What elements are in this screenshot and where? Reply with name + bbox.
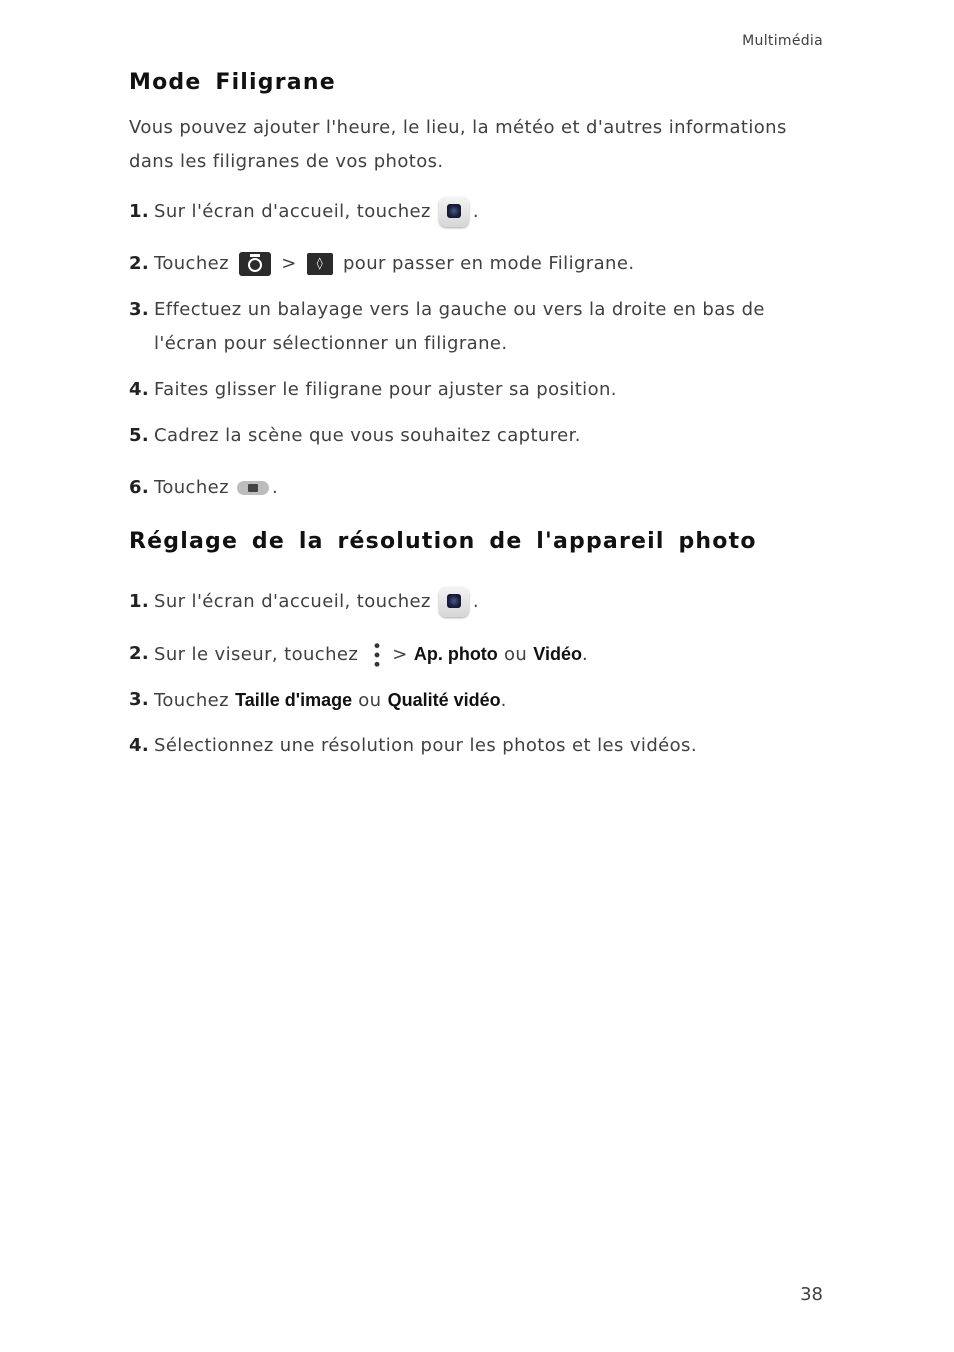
step-number: 1. — [129, 591, 150, 612]
step-number: 6. — [129, 477, 150, 498]
step-5 — [129, 419, 829, 453]
step-text: ou — [503, 644, 528, 665]
step-text: Sur le viseur, touchez — [154, 644, 359, 665]
more-options-icon — [374, 641, 380, 669]
step-number: 5. — [129, 425, 150, 446]
step-1 — [129, 195, 829, 229]
step-4 — [129, 729, 829, 763]
step-number: 4. — [129, 735, 150, 756]
step-text: ou — [358, 690, 382, 711]
step-punct: . — [500, 690, 507, 711]
camera-app-icon — [439, 197, 469, 227]
step-1 — [129, 585, 829, 619]
running-header: Multimédia — [742, 33, 823, 49]
bold-term: Qualité vidéo — [387, 690, 501, 710]
page-number: 38 — [800, 1284, 823, 1305]
step-number: 3. — [129, 689, 150, 710]
step-number: 1. — [129, 201, 150, 222]
bold-term: Vidéo — [533, 644, 582, 664]
step-number: 3. — [129, 299, 150, 320]
step-text: Cadrez la scène que vous souhaitez capturer. — [154, 425, 581, 446]
step-text: Touchez — [154, 253, 229, 274]
step-text: Touchez — [154, 690, 229, 711]
step-text: Sur l'écran d'accueil, touchez — [154, 201, 431, 222]
section-title-resolution: Réglage de la résolution de l'appareil photo — [129, 529, 757, 554]
intro-paragraph: Vous pouvez ajouter l'heure, le lieu, la météo et d'autres informations dans les filigranes de vos photos. — [129, 117, 787, 172]
step-6 — [129, 471, 829, 505]
step-punct: . — [581, 644, 589, 665]
camera-app-icon — [439, 587, 469, 617]
step-punct: . — [272, 477, 279, 498]
bold-term: Taille d'image — [235, 690, 353, 710]
watermark-icon: ◊ — [307, 253, 333, 275]
step-punct: . — [472, 591, 479, 612]
step-text: Touchez — [154, 477, 229, 498]
step-number: 2. — [129, 253, 150, 274]
step-number: 2. — [129, 643, 150, 664]
separator: > — [281, 253, 297, 274]
shutter-icon — [237, 481, 269, 495]
step-4 — [129, 373, 829, 407]
step-text: Faites glisser le filigrane pour ajuster sa position. — [154, 379, 617, 400]
step-3 — [129, 293, 829, 361]
step-number: 4. — [129, 379, 150, 400]
step-punct: . — [472, 201, 479, 222]
step-text: Sur l'écran d'accueil, touchez — [154, 591, 431, 612]
camera-mode-icon — [239, 252, 271, 276]
separator: > — [392, 644, 408, 665]
step-3 — [129, 683, 829, 718]
step-2 — [129, 247, 829, 281]
step-text: pour passer en mode Filigrane. — [342, 253, 635, 274]
step-2 — [129, 637, 829, 672]
step-text: Effectuez un balayage vers la gauche ou vers la droite en bas de l'écran pour sélectionner un filigrane. — [154, 299, 765, 354]
step-text: Sélectionnez une résolution pour les photos et les vidéos. — [154, 735, 697, 756]
section-title-filigrane: Mode Filigrane — [129, 70, 336, 95]
bold-term: Ap. photo — [413, 644, 498, 664]
